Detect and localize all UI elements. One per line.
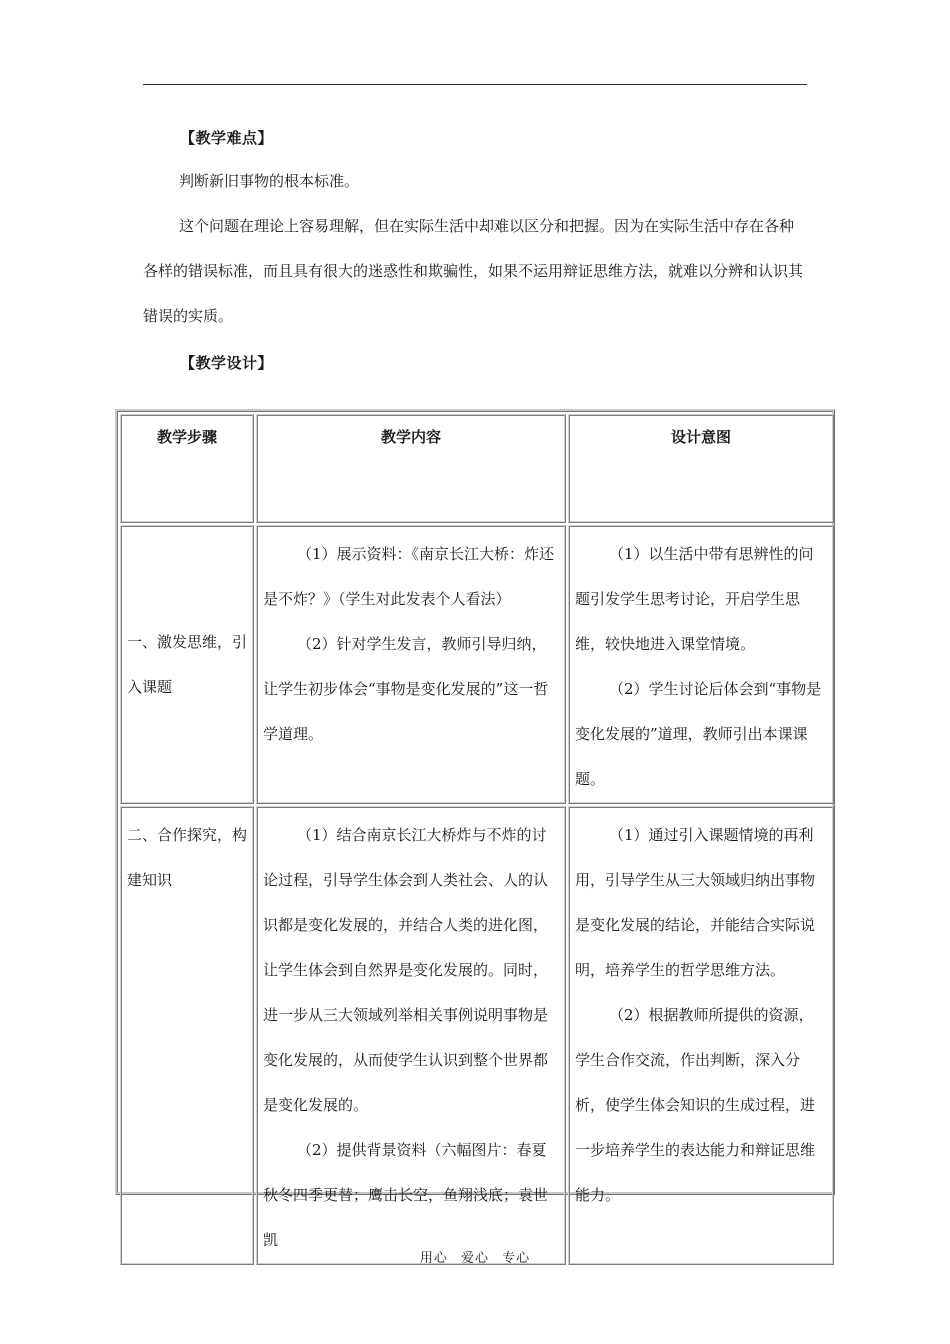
column-header-content: 教学内容: [256, 414, 566, 523]
intent-paragraph: （2）学生讨论后体会到“事物是变化发展的”道理，教师引出本课课题。: [575, 680, 822, 788]
table-row: [120, 525, 834, 804]
heading-teaching-difficulty: 【教学难点】: [180, 129, 274, 147]
teaching-design-table: [115, 409, 835, 1249]
table-header-row: [120, 414, 834, 523]
content-paragraph: （1）展示资料：《南京长江大桥：炸还是不炸？》（学生对此发表个人看法）: [263, 545, 555, 608]
content-paragraph: （2）提供背景资料（六幅图片：春夏秋冬四季更替；鹰击长空，鱼翔浅底；袁世凯: [263, 1141, 549, 1249]
intent-paragraph: （1）通过引入课题情境的再利用，引导学生从三大领域归纳出事物是变化发展的结论，并能结合实际说明，培养学生的哲学思维方法。: [575, 826, 816, 979]
header-rule: [143, 84, 807, 85]
intent-cell: [568, 806, 834, 1265]
content-paragraph: （1）结合南京长江大桥炸与不炸的讨论过程，引导学生体会到人类社会、人的认识都是变化发展的，并结合人类的进化图，让学生体会到自然界是变化发展的。同时，进一步从三大领域列举相关事例说明事物是变化发展的，从而使学生认识到整个世界都是变化发展的。: [263, 826, 549, 1114]
page-footer: 用心 爱心 专心: [419, 1251, 531, 1266]
column-header-intent: 设计意图: [568, 414, 834, 523]
difficulty-statement: 判断新旧事物的根本标准。: [179, 172, 360, 190]
content-cell: [256, 525, 566, 804]
intent-paragraph: （2）根据教师所提供的资源，学生合作交流，作出判断，深入分析，使学生体会知识的生成过程，进一步培养学生的表达能力和辩证思维能力。: [575, 1006, 816, 1204]
table-row: [120, 806, 834, 1265]
step-cell: 二、合作探究，构建知识: [120, 806, 254, 1265]
intent-paragraph: （1）以生活中带有思辨性的问题引发学生思考讨论，开启学生思维，较快地进入课堂情境。: [575, 545, 814, 653]
heading-teaching-design: 【教学设计】: [180, 354, 274, 372]
column-header-step: 教学步骤: [120, 414, 254, 523]
intent-cell: [568, 525, 834, 804]
content-paragraph: （2）针对学生发言，教师引导归纳，让学生初步体会“事物是变化发展的”这一哲学道理。: [263, 635, 549, 743]
difficulty-explanation: 这个问题在理论上容易理解，但在实际生活中却难以区分和把握。因为在实际生活中存在各种各样的错误标准，而且具有很大的迷惑性和欺骗性，如果不运用辩证思维方法，就难以分辨和认识其错误的实质。: [143, 217, 804, 325]
content-cell: [256, 806, 566, 1265]
step-cell: 一、激发思维，引入课题: [120, 525, 254, 804]
